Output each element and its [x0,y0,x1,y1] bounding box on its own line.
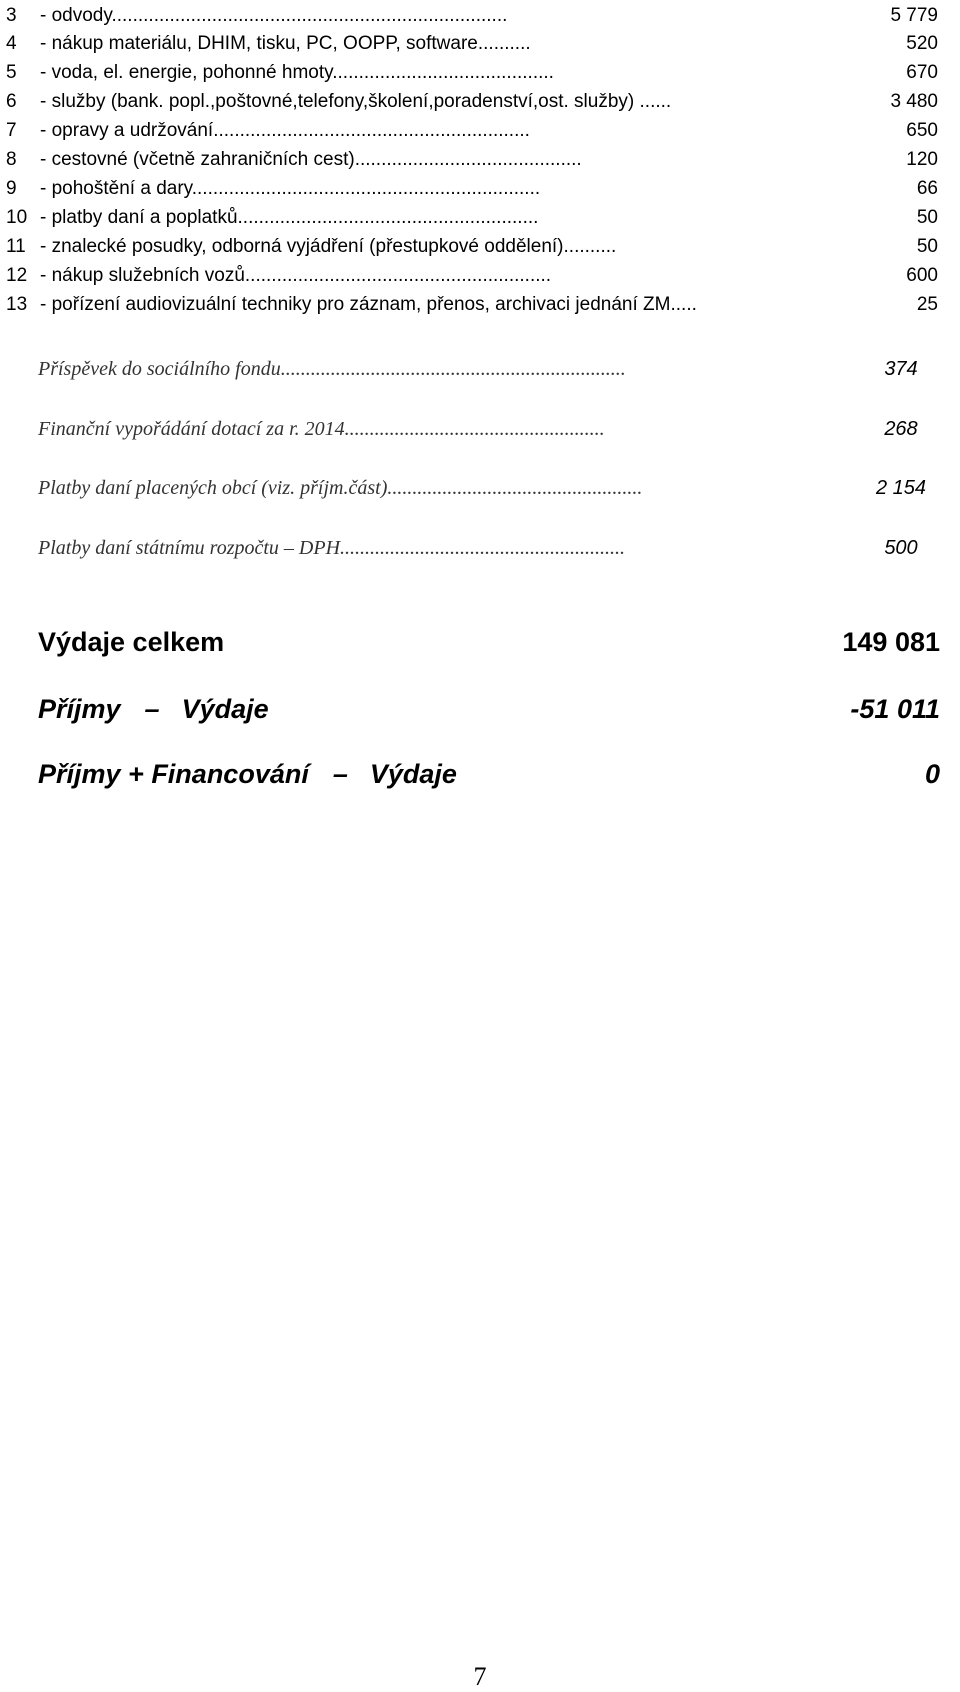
row-number: 9 [6,178,17,199]
other-item-value: 374 [884,358,918,380]
income-plus-financing-label [38,752,457,796]
income-plus-financing-value: 0 [924,759,940,789]
row-label: - znalecké posudky, odborná vyjádření (přestupkové oddělení).......... [40,236,617,257]
row-value: 650 [906,120,938,141]
expense-row [0,144,960,176]
expense-row [0,173,960,205]
label-dash: – [332,759,348,789]
total-expenses-value: 149 081 [842,627,940,657]
row-value: 66 [916,178,938,199]
row-label: - služby (bank. popl.,poštovné,telefony,školení,poradenství,ost. služby) ...... [40,91,672,112]
other-item-value: 268 [884,418,918,440]
other-item-value: 2 154 [875,477,927,499]
row-label: - opravy a udržování............................................................ [40,120,530,141]
row-label: - platby daní a poplatků......................................................... [40,207,539,228]
other-item-row [0,471,960,505]
other-item-label: Platby daní placených obcí (viz. příjm.část)................................................... [38,477,643,499]
other-item-row [0,412,960,446]
total-expenses-label: Výdaje celkem [38,627,225,657]
row-value: 670 [906,62,938,83]
row-number: 8 [6,149,17,170]
row-value: 3 480 [890,91,938,112]
total-expenses-row [0,620,960,664]
expense-row [0,260,960,292]
row-number: 12 [6,265,28,286]
income-minus-expenses-value: -51 011 [850,694,940,724]
row-value: 25 [916,294,938,315]
expense-row [0,86,960,118]
income-minus-expenses-label [38,687,269,731]
row-label: - voda, el. energie, pohonné hmoty.......................................... [40,62,554,83]
row-number: 13 [6,294,28,315]
row-value: 50 [916,236,938,257]
income-minus-expenses-row [0,687,960,731]
expense-row [0,289,960,321]
row-label: - pořízení audiovizuální techniky pro záznam, přenos, archivaci jednání ZM..... [40,294,697,315]
row-value: 50 [916,207,938,228]
income-plus-financing-row [0,752,960,796]
expense-row [0,28,960,60]
expense-row [0,115,960,147]
expense-row [0,57,960,89]
other-item-row [0,352,960,386]
other-item-value: 500 [884,537,918,559]
other-item-row [0,531,960,565]
row-label: - nákup materiálu, DHIM, tisku, PC, OOPP, software.......... [40,33,531,54]
label-part-income-financing: Příjmy + Financování [38,759,309,789]
label-dash: – [144,694,160,724]
row-value: 520 [906,33,938,54]
other-item-label: Finanční vypořádání dotací za r. 2014.................................................... [38,418,605,440]
expense-row [0,231,960,263]
label-part-income: Příjmy [38,694,121,724]
row-label: - nákup služebních vozů.......................................................... [40,265,552,286]
row-number: 6 [6,91,17,112]
row-value: 5 779 [890,5,938,26]
other-item-label: Příspěvek do sociálního fondu..................................................................... [38,358,626,380]
row-value: 120 [906,149,938,170]
row-label: - cestovné (včetně zahraničních cest)........................................... [40,149,582,170]
row-label: - pohoštění a dary.................................................................. [40,178,541,199]
row-number: 4 [6,33,17,54]
row-number: 11 [6,236,26,257]
row-number: 3 [6,5,17,26]
row-label: - odvody........................................................................... [40,5,508,26]
label-part-expenses: Výdaje [181,694,269,724]
row-value: 600 [906,265,938,286]
row-number: 5 [6,62,17,83]
page-number: 7 [473,1662,487,1691]
row-number: 7 [6,120,17,141]
label-part-expenses: Výdaje [369,759,457,789]
row-number: 10 [6,207,28,228]
other-item-label: Platby daní státnímu rozpočtu – DPH......................................................... [38,537,626,559]
expense-row [0,202,960,234]
